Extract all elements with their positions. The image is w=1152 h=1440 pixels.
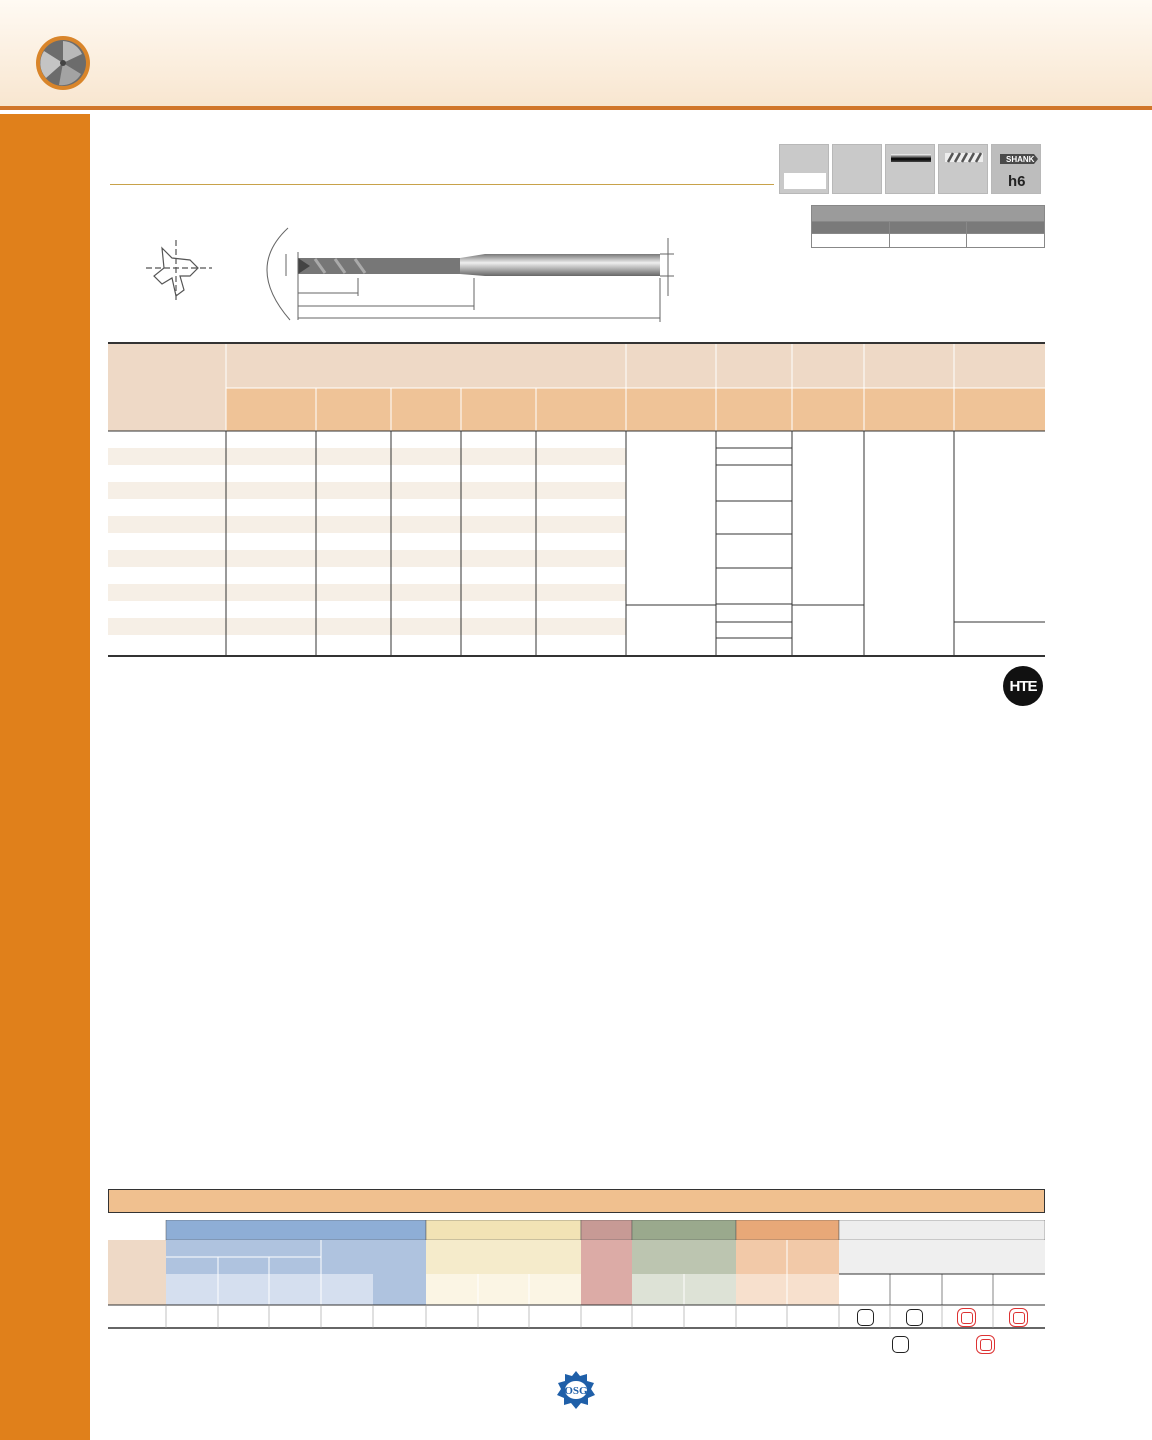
highly-suitable-icon: [957, 1308, 976, 1327]
osg-logo-icon: [556, 1370, 596, 1410]
dimensions-table: [108, 342, 1045, 657]
suitable-icon: [906, 1309, 923, 1326]
side-view-drawing: [267, 228, 674, 322]
legend-suitable-icon: [892, 1336, 909, 1353]
material-icon: [832, 144, 882, 194]
drill-cross-section-icon: [34, 34, 92, 92]
shank-tolerance-icon: [991, 144, 1041, 194]
svg-text:OSG: OSG: [564, 1385, 588, 1397]
legend-highly-suitable-icon: [976, 1335, 995, 1354]
coating-icon: [779, 144, 829, 194]
drill-diagram: [140, 218, 700, 328]
title-underline: [110, 184, 774, 185]
hte-badge: HTE: [1003, 666, 1043, 706]
side-tab: [0, 114, 90, 1440]
shank-label: SHANK: [1006, 155, 1035, 164]
tolerance-table-header: [812, 206, 1045, 222]
highly-suitable-icon: [1009, 1308, 1028, 1327]
helix-flute-icon: [938, 144, 988, 194]
suitable-icon: [857, 1309, 874, 1326]
end-view-drawing: [146, 240, 212, 300]
flute-length-icon: [885, 144, 935, 194]
work-material-table: [108, 1220, 1045, 1330]
tolerance-table: [811, 205, 1045, 248]
work-material-header: [108, 1189, 1045, 1213]
page-header: [0, 0, 1152, 110]
shank-tolerance-label: h6: [1008, 173, 1026, 190]
